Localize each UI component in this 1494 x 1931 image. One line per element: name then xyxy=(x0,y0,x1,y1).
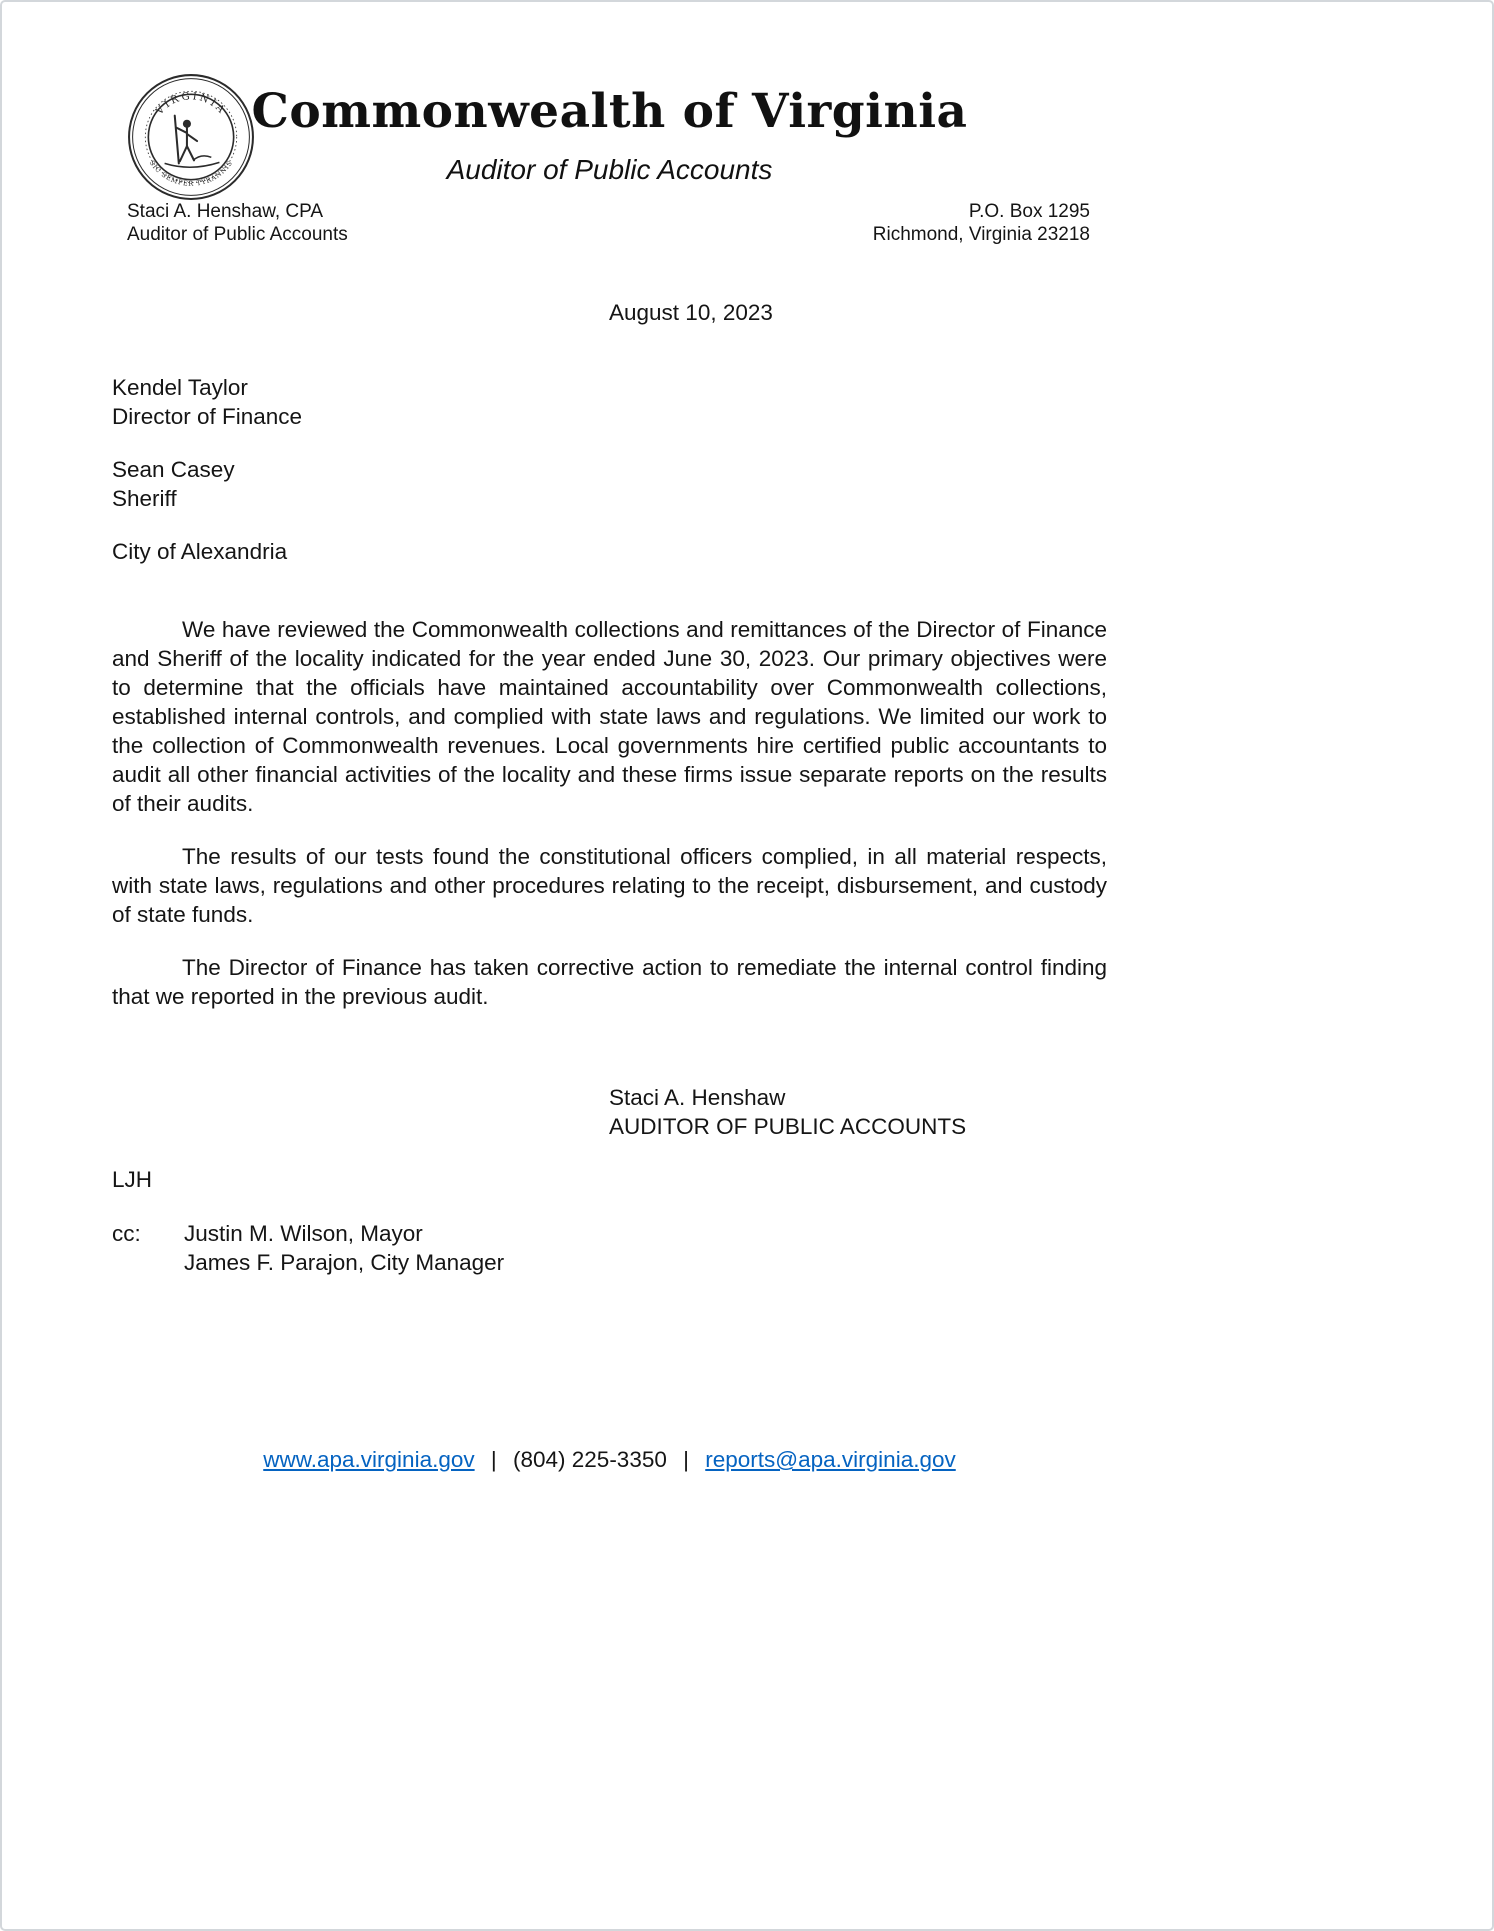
auditor-title: Auditor of Public Accounts xyxy=(127,223,348,245)
cc-names xyxy=(184,1219,504,1277)
city-state-zip: Richmond, Virginia 23218 xyxy=(872,223,1090,245)
letter-date: August 10, 2023 xyxy=(609,299,773,325)
cc-name: Justin M. Wilson, Mayor xyxy=(184,1220,423,1246)
paragraph-1: We have reviewed the Commonwealth collections and remittances of the Director of Finance and Sheriff of the locality indicated for the year ended June 30, 2023. Our primary objectives were to determine that the officials have maintained accountability over Commonwealth collections, established internal controls, and complied with state laws and regulations. We limited our work to the collection of Commonwealth revenues. Local governments hire certified public accountants to audit all other financial activities of the locality and these firms issue separate reports on the results of their audits. xyxy=(112,616,1107,816)
recipient-name: Kendel Taylor xyxy=(112,374,248,400)
signature-block xyxy=(609,1083,1107,1141)
signer-name: Staci A. Henshaw xyxy=(609,1084,786,1110)
signer-title: AUDITOR OF PUBLIC ACCOUNTS xyxy=(609,1113,967,1139)
paragraph-3: The Director of Finance has taken corrective action to remediate the internal control finding that we reported in the previous audit. xyxy=(112,954,1107,1009)
page-footer xyxy=(112,1445,1107,1474)
svg-text:VIRGINIA: VIRGINIA xyxy=(154,91,228,118)
po-box: P.O. Box 1295 xyxy=(968,200,1090,222)
phone-number: (804) 225-3350 xyxy=(513,1447,667,1472)
recipients-block xyxy=(112,373,1107,566)
cc-name: James F. Parajon, City Manager xyxy=(184,1249,505,1275)
website-link[interactable]: www.apa.virginia.gov xyxy=(263,1447,475,1472)
cc-block xyxy=(112,1219,1107,1277)
masthead xyxy=(112,2,1107,186)
org-subtitle: Auditor of Public Accounts xyxy=(446,153,773,185)
virginia-state-seal-icon xyxy=(126,72,256,202)
auditor-contact xyxy=(127,200,348,246)
recipient xyxy=(112,373,1107,431)
cc-label: cc: xyxy=(112,1220,141,1246)
letterhead xyxy=(2,2,1492,246)
recipient xyxy=(112,455,1107,513)
email-link[interactable]: reports@apa.virginia.gov xyxy=(705,1447,956,1472)
svg-text:SIC SEMPER TYRANNIS: SIC SEMPER TYRANNIS xyxy=(147,159,235,188)
office-address xyxy=(873,200,1090,246)
footer-separator: | xyxy=(683,1447,689,1472)
recipient-name: Sean Casey xyxy=(112,456,235,482)
auditor-name: Staci A. Henshaw, CPA xyxy=(127,200,324,222)
org-title: Commonwealth of Virginia xyxy=(251,84,968,139)
recipient-title: Sheriff xyxy=(112,485,177,511)
letter-body xyxy=(112,298,1107,1277)
locality: City of Alexandria xyxy=(112,538,288,564)
paragraph-2: The results of our tests found the constitutional officers complied, in all material respects, with state laws, regulations and other procedures relating to the receipt, disbursement, and custody of state funds. xyxy=(112,843,1107,927)
recipient-title: Director of Finance xyxy=(112,403,303,429)
footer-separator: | xyxy=(490,1447,497,1472)
contact-row xyxy=(127,200,1090,246)
typist-initials: LJH xyxy=(112,1166,153,1192)
